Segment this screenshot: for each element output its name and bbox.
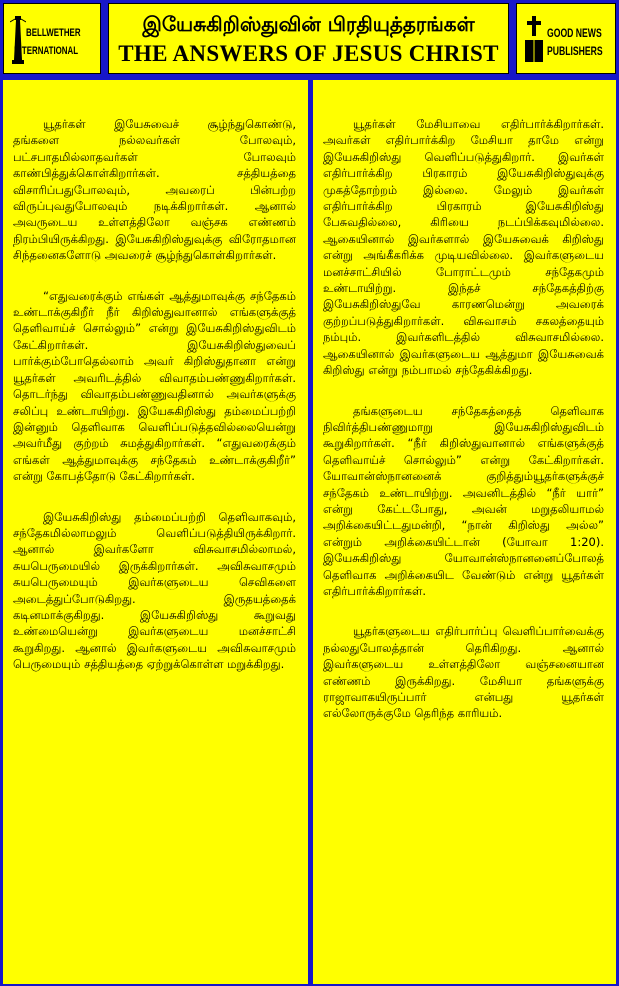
good-news-publishers-logo <box>516 3 616 74</box>
title-english: THE ANSWERS OF JESUS CHRIST <box>118 40 499 66</box>
left-column <box>3 80 308 984</box>
book-cross-icon <box>523 16 545 64</box>
paragraph: யூதர்கள் இயேசுவைச் சூழ்ந்துகொண்டு, தங்களை நல்லவர்கள் போலவும், பட்சபாதமில்லாதவர்கள் போலவும் காண்பித்துக்கொள்கிறார்கள். சத்தியத்தை விசாரிப்பதுபோலவும், அவரைப் பின்பற்ற விருப்புவதுபோலவும் நடிக்கிறார்கள். ஆனால் அவருடைய உள்ளத்திலோ வஞ்சக எண்ணம் நிரம்பியிருக்கிறது. இயேசுகிறிஸ்துவுக்கு விரோதமான சிந்தனைகளோடு அவரைச் சூழ்ந்துகொள்கிறார்கள். <box>13 117 296 263</box>
header-title-panel <box>108 3 509 74</box>
right-column <box>313 80 616 984</box>
logo-left-line2: INTERNATIONAL <box>14 45 79 57</box>
paragraph: இயேசுகிறிஸ்து தம்மைப்பற்றி தெளிவாகவும், சந்தேகமில்லாமலும் வெளிப்படுத்தியிருக்கிறார். ஆனால் இவர்களோ விசுவாசமில்லாமல், சுயபெருமையில் இருக்கிறார்கள். அவிசுவாசமும் சுயபெருமையும் இவர்களுடைய செவிகளை அடைத்துப்போடுகிறது. இருதயத்தைக் கடினமாக்குகிறது. இயேசுகிறிஸ்து கூறுவது உண்மையென்று இவர்களுடைய மனச்சாட்சி கூறுகிறது. ஆனால் இவர்களுடைய அவிசுவாசமும் பெருமையும் சத்தியத்தை ஏற்றுக்கொள்ள மறுக்கிறது. <box>13 509 296 672</box>
logo-right-line1: GOOD NEWS <box>547 26 602 40</box>
bellwether-logo <box>3 3 101 74</box>
paragraph: தங்களுடைய சந்தேகத்தைத் தெளிவாக நிவிர்த்திபண்ணுமாறு இயேசுகிறிஸ்துவிடம் கூறுகிறார்கள். “நீர் கிறிஸ்துவானால் எங்களுக்குத் தெளிவாய்ச் சொல்லும்” என்று கேட்கிறார்கள். யோவான்ஸ்நானனைக் குறித்தும்யூதர்களுக்குச் சந்தேகம் உண்டாயிற்று. அவனிடத்தில் “நீர் யார்” என்று கேட்டபோது, அவன் மறுதலியாமல் அறிக்கையிட்டதுமன்றி, “நான் கிறிஸ்து அல்ல” என்றும் அறிக்கையிட்டான் (யோவா 1:20). இயேசுகிறிஸ்து யோவான்ஸ்நானனைப்போலத் தெளிவாக அறிக்கையிட வேண்டும் என்று யூதர்கள் எதிர்பார்க்கிறார்கள். <box>323 403 604 598</box>
paragraph: யூதர்கள் மேசியாவை எதிர்பார்க்கிறார்கள். அவர்கள் எதிர்பார்க்கிற மேசியா தாமே என்று இயேசுகிறிஸ்து வெளிப்படுத்துகிறார். இவர்கள் எதிர்பார்க்கிற பிரகாரம் இயேசுகிறிஸ்துவுக்கு முகத்தோற்றம் இல்லை. மேலும் இவர்கள் எதிர்பார்க்கிற பிரகாரம் இயேசுகிறிஸ்து பேசுவதில்லை, கிரியை நடப்பிக்கவுமில்லை. ஆகையினால் இவர்களால் இயேசுவைக் கிறிஸ்து என்று அங்கீகரிக்க முடியவில்லை. இவர்களுடைய மனச்சாட்சியில் போராட்டமும் சந்தேகமும் உண்டாயிற்று. இந்தச் சந்தேகத்திற்கு இயேசுகிறிஸ்துவே காரணமென்று அவரைக் குற்றப்படுத்துகிறார்கள். விசுவாசம் சகலத்தையும் நம்பும். இவர்களிடத்தில் விசுவாசமில்லை. ஆகையினால் இவர்களுடைய ஆத்துமா இயேசுவைக் கிறிஸ்து என்று நம்பாமல் சந்தேகிக்கிறது. <box>323 117 604 378</box>
paragraph: “எதுவரைக்கும் எங்கள் ஆத்துமாவுக்கு சந்தேகம் உண்டாக்குகிறீர் நீர் கிறிஸ்துவானால் எங்களுக்குத் தெளிவாய்ச் சொல்லும்” என்று இயேசுகிறிஸ்துவிடம் கேட்கிறார்கள். இயேசுகிறிஸ்துவைப் பார்க்கும்போதெல்லாம் அவர் கிறிஸ்துதானா என்று யூதர்கள் அவரிடத்தில் விவாதம்பண்ணுகிறார்கள். தொடர்ந்து விவாதம்பண்ணுவதினால் அவர்களுக்கு சலிப்பு உண்டாயிற்று. இயேசுகிறிஸ்து தம்மைப்பற்றி இன்னும் தெளிவாக வெளிப்படுத்தவில்லையென்று அவர்மீது குற்றம் சுமத்துகிறார்கள். “எதுவரைக்கும் எங்கள் ஆத்துமாவுக்கு சந்தேகம் உண்டாக்குகிறீர்” என்று கோபத்தோடு கேட்கிறார்கள். <box>13 288 296 484</box>
paragraph: யூதர்களுடைய எதிர்பார்ப்பு வெளிப்பார்வைக்கு நல்லதுபோலத்தான் தெரிகிறது. ஆனால் இவர்களுடைய உள்ளத்திலோ வஞ்சனையான எண்ணம் இருக்கிறது. மேசியா தங்களுக்கு ராஜாவாகயிருப்பார் என்பது யூதர்கள் எல்லோருக்குமே தெரிந்த காரியம். <box>323 624 604 721</box>
title-tamil: இயேசுகிறிஸ்துவின் பிரதியுத்தரங்கள் <box>142 11 475 36</box>
right-column-text <box>323 116 604 746</box>
logo-right-line2: PUBLISHERS <box>547 44 603 58</box>
logo-left-line1: BELLWETHER <box>26 27 81 39</box>
left-column-text <box>13 116 296 697</box>
